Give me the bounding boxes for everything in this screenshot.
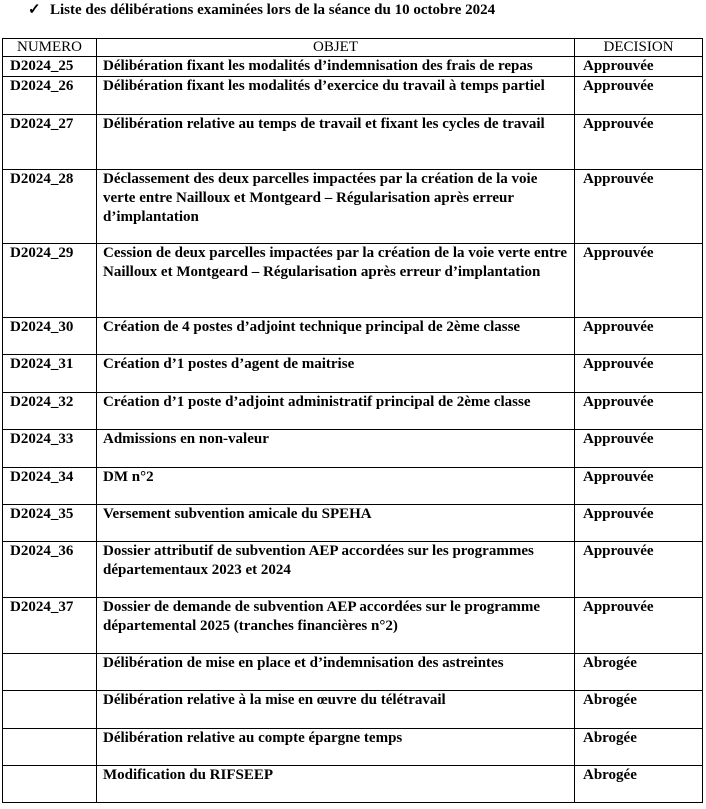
row-numero: D2024_35 (3, 505, 97, 542)
table-row (3, 468, 703, 505)
table-row (3, 654, 703, 691)
column-header-objet: OBJET (97, 39, 575, 57)
row-numero: D2024_31 (3, 355, 97, 393)
row-numero: D2024_37 (3, 598, 97, 654)
column-header-numero: NUMERO (3, 39, 97, 57)
table-row (3, 542, 703, 598)
row-objet: Modification du RIFSEEP (97, 766, 575, 803)
row-objet: Création de 4 postes d’adjoint technique principal de 2ème classe (97, 318, 575, 355)
checkmark-icon: ✓ (28, 2, 41, 18)
row-objet: Délibération relative à la mise en œuvre du télétravail (97, 691, 575, 729)
row-decision: Approuvée (575, 505, 703, 542)
row-decision: Abrogée (575, 766, 703, 803)
table-row (3, 729, 703, 766)
row-objet: Délibération fixant les modalités d’exercice du travail à temps partiel (97, 77, 575, 115)
row-objet: Création d’1 postes d’agent de maitrise (97, 355, 575, 393)
row-objet: Versement subvention amicale du SPEHA (97, 505, 575, 542)
row-decision: Approuvée (575, 318, 703, 355)
row-numero: D2024_36 (3, 542, 97, 598)
row-decision: Approuvée (575, 393, 703, 430)
row-decision: Approuvée (575, 244, 703, 318)
row-decision: Abrogée (575, 654, 703, 691)
table-row (3, 318, 703, 355)
row-numero: D2024_30 (3, 318, 97, 355)
row-decision: Approuvée (575, 77, 703, 115)
row-decision: Approuvée (575, 468, 703, 505)
row-objet: Admissions en non-valeur (97, 430, 575, 468)
row-decision: Abrogée (575, 691, 703, 729)
row-numero (3, 691, 97, 729)
row-numero: D2024_26 (3, 77, 97, 115)
row-objet: Délibération de mise en place et d’indemnisation des astreintes (97, 654, 575, 691)
row-objet: Dossier attributif de subvention AEP accordées sur les programmes départementaux 2023 et 2024 (97, 542, 575, 598)
row-numero: D2024_25 (3, 57, 97, 77)
table-row (3, 57, 703, 77)
table-row (3, 393, 703, 430)
table-row (3, 355, 703, 393)
row-numero: D2024_28 (3, 170, 97, 244)
row-objet: Délibération relative au compte épargne temps (97, 729, 575, 766)
row-objet: Cession de deux parcelles impactées par la création de la voie verte entre Nailloux et Montgeard – Régularisation après erreur d’implantation (97, 244, 575, 318)
row-decision: Approuvée (575, 355, 703, 393)
row-objet: Déclassement des deux parcelles impactées par la création de la voie verte entre Nailloux et Montgeard – Régularisation après erreur d’implantation (97, 170, 575, 244)
table-row (3, 115, 703, 170)
row-numero (3, 729, 97, 766)
table-row (3, 430, 703, 468)
table-row (3, 766, 703, 803)
row-decision: Approuvée (575, 57, 703, 77)
row-numero: D2024_33 (3, 430, 97, 468)
page-title (28, 1, 495, 19)
row-decision: Approuvée (575, 598, 703, 654)
row-objet: DM n°2 (97, 468, 575, 505)
row-numero: D2024_27 (3, 115, 97, 170)
row-numero: D2024_34 (3, 468, 97, 505)
row-numero: D2024_32 (3, 393, 97, 430)
row-objet: Délibération relative au temps de travail et fixant les cycles de travail (97, 115, 575, 170)
table-row (3, 244, 703, 318)
table-row (3, 77, 703, 115)
row-objet: Création d’1 poste d’adjoint administratif principal de 2ème classe (97, 393, 575, 430)
title-text: Liste des délibérations examinées lors de la séance du 10 octobre 2024 (50, 2, 496, 18)
row-objet: Dossier de demande de subvention AEP accordées sur le programme départemental 2025 (tranches financières n°2) (97, 598, 575, 654)
table-row (3, 691, 703, 729)
table-row (3, 598, 703, 654)
table-header-row (3, 39, 703, 57)
row-decision: Approuvée (575, 430, 703, 468)
row-objet: Délibération fixant les modalités d’indemnisation des frais de repas (97, 57, 575, 77)
table-row (3, 505, 703, 542)
table-row (3, 170, 703, 244)
row-decision: Abrogée (575, 729, 703, 766)
row-decision: Approuvée (575, 115, 703, 170)
row-numero: D2024_29 (3, 244, 97, 318)
deliberations-table (2, 38, 703, 803)
row-numero (3, 766, 97, 803)
column-header-decision: DECISION (575, 39, 703, 57)
row-decision: Approuvée (575, 542, 703, 598)
row-numero (3, 654, 97, 691)
row-decision: Approuvée (575, 170, 703, 244)
